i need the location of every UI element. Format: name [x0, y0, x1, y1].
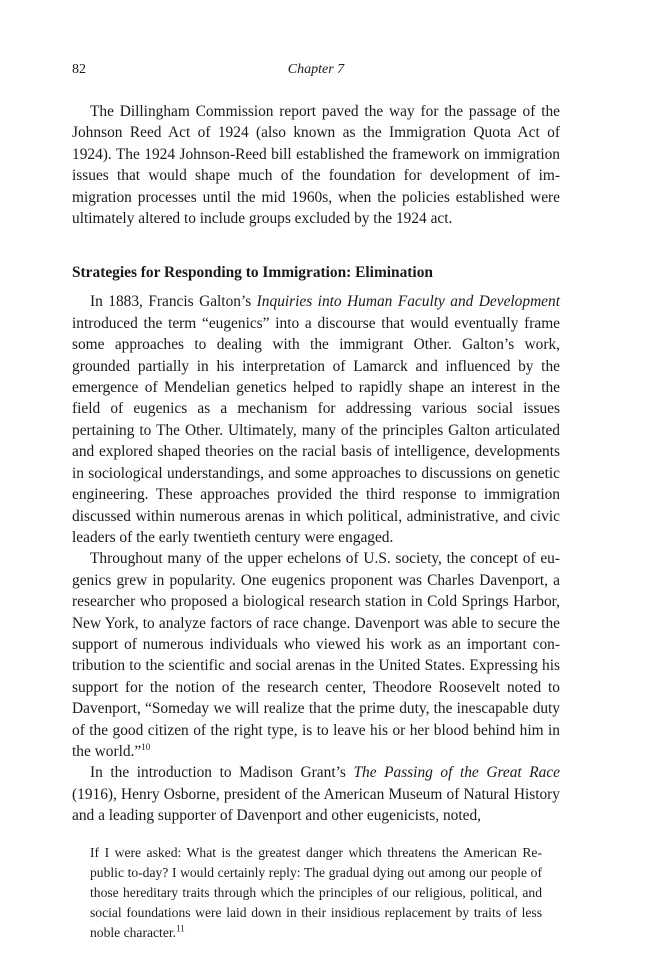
paragraph-text: The Dillingham Commission report paved the way for the passage of the Johnson Reed Act of 1924 (also known as the Immigration Quota Act of 1924). The 1924 Johnson-Reed bill established the framework on immigration issues that would shape much of the foundation for development of immigration processes until the mid 1960s, when the policies established were ultimately altered to include groups excluded by the 1924 act. [72, 103, 560, 228]
paragraph-grant [72, 762, 560, 826]
book-title-grant: The Passing of the Great Race [353, 764, 560, 782]
paragraph-galton [72, 291, 560, 548]
paragraph-text: (1916), Henry Osborne, president of the American Museum of Natural History and a leading supporter of Davenport and other eugenicists, noted, [72, 785, 560, 825]
paragraph-dillingham [72, 101, 560, 229]
page-number: 82 [72, 62, 86, 77]
footnote-reference: 11 [176, 923, 185, 934]
paragraph-text: Throughout many of the upper echelons of U.S. society, the concept of eugenics grew in popularity. One eugenics proponent was Charles Davenport, a researcher who proposed a biological research station in Cold Springs Harbor, New York, to analyze factors of race change. Davenport was able to secure the support of numerous individuals who viewed his work as an important contribution to the scientific and social arenas in the United States. Expressing his support for the notion of the research center, Theodore Roosevelt noted to Davenport, “Someday we will realize that the prime duty, the inescapable duty of the good citizen of the right type, is to leave his or her blood behind him in the world.” [72, 550, 560, 760]
page-header [72, 62, 560, 84]
block-quote [90, 843, 542, 943]
paragraph-text: In 1883, Francis Galton’s [90, 293, 257, 311]
book-page [72, 62, 560, 943]
paragraph-text: In the introduction to Madison Grant’s [90, 764, 354, 782]
quote-paragraph [90, 843, 542, 943]
running-head: Chapter 7 [287, 62, 345, 77]
footnote-reference: 10 [141, 741, 151, 752]
body-text [72, 101, 560, 943]
book-title-galton: Inquiries into Human Faculty and Development [256, 293, 560, 311]
paragraph-davenport [72, 548, 560, 762]
paragraph-text: introduced the term “eugenics” into a discourse that would eventually frame some approaches to dealing with the immigrant Other. Galton’s work, grounded partially in his interpretation of Lamarck and influenced by the emergence of Mendelian genetics helped to rapidly shape an interest in the field of eugenics as a mechanism for addressing various social issues pertaining to The Other. Ultimately, many of the principles Galton articulated and explored shaped theories on the racial basis of intelligence, developments in sociological understandings, and some approaches to discussions on genetic engineering. These approaches provided the third response to immigration discussed within numerous arenas in which political, administrative, and civic leaders of the early twentieth century were engaged. [72, 314, 560, 546]
section-heading: Strategies for Responding to Immigration: Elimination [72, 264, 433, 282]
quote-text: If I were asked: What is the greatest danger which threatens the American Republic to-day? I would certainly reply: The gradual dying out among our people of those hereditary traits through which the principles of our religious, political, and social foundations were laid down in their insidious replacement by traits of less noble character. [90, 844, 542, 940]
